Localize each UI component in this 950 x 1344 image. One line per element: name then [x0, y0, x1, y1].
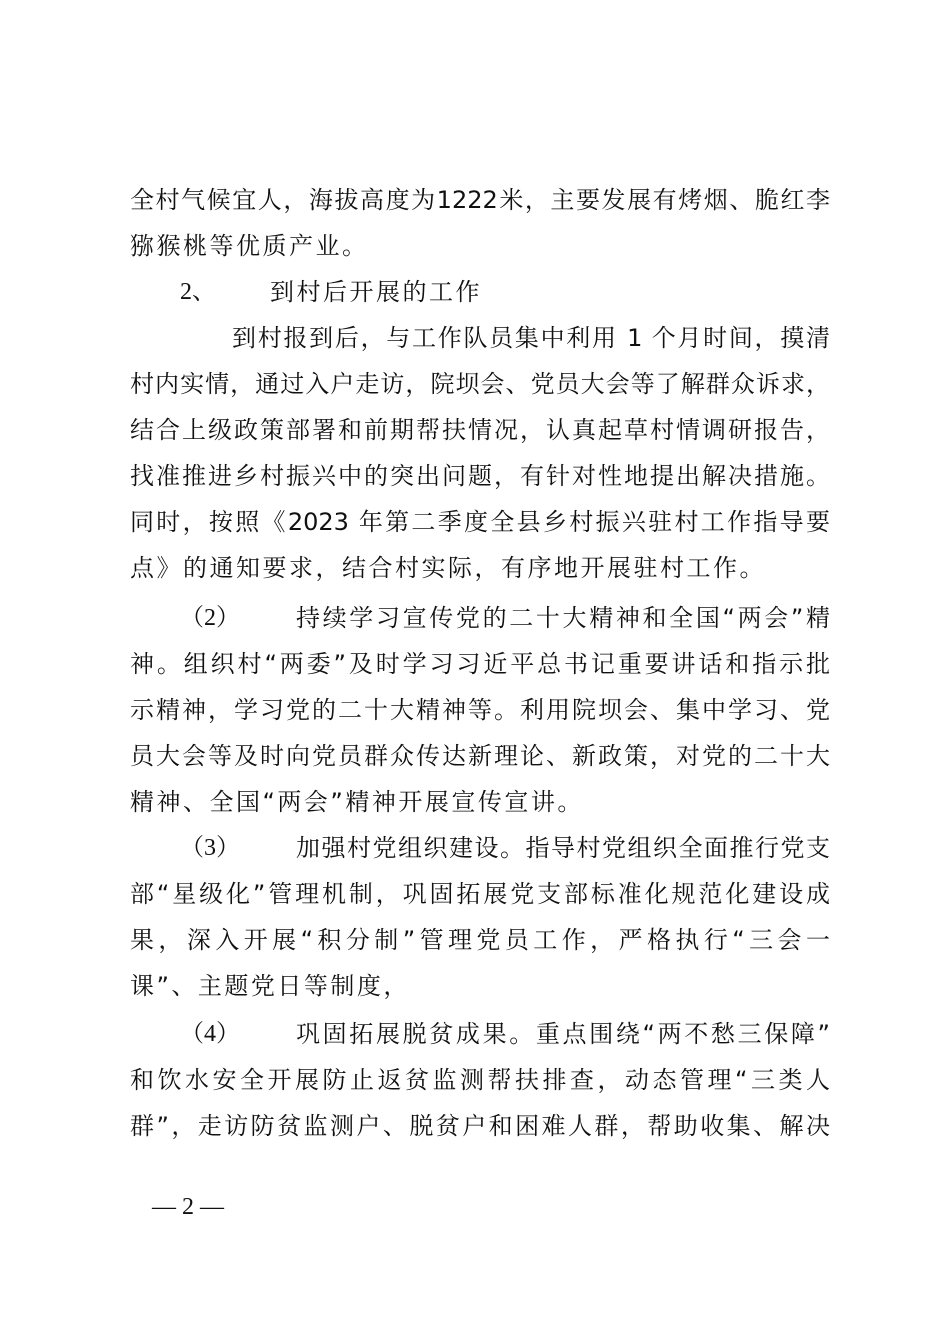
section-number: 2、 [180, 279, 216, 305]
paragraph-line: 村内实情，通过入户走访，院坝会、党员大会等了解群众诉求， [130, 370, 830, 398]
paragraph-line: 员大会等及时向党员群众传达新理论、新政策，对党的二十大 [130, 742, 830, 770]
item-lead: 加强村党组织建设。指导村党组织全面推行党支 [296, 834, 830, 862]
item-number: （2） [180, 605, 240, 631]
paragraph-line: 部“星级化”管理机制，巩固拓展党支部标准化规范化建设成 [130, 880, 830, 908]
paragraph-line: 找准推进乡村振兴中的突出问题，有针对性地提出解决措施。 [130, 462, 830, 490]
section-title: 到村后开展的工作 [270, 278, 482, 306]
paragraph-line: 结合上级政策部署和前期帮扶情况，认真起草村情调研报告， [130, 416, 830, 444]
paragraph-line: 猕猴桃等优质产业。 [130, 232, 369, 260]
paragraph-line: 和饮水安全开展防止返贫监测帮扶排查，动态管理“三类人 [130, 1066, 830, 1094]
paragraph-line: 到村报到后，与工作队员集中利用 1 个月时间，摸清 [232, 324, 830, 352]
paragraph-line: 神。组织村“两委”及时学习习近平总书记重要讲话和指示批 [130, 650, 830, 678]
item-lead: 持续学习宣传党的二十大精神和全国“两会”精 [296, 604, 830, 632]
item-number: （4） [180, 1021, 240, 1047]
item-number: （3） [180, 835, 240, 861]
paragraph-line: 示精神，学习党的二十大精神等。利用院坝会、集中学习、党 [130, 696, 830, 724]
paragraph-line: 精神、全国“两会”精神开展宣传宣讲。 [130, 788, 584, 816]
paragraph-line: 课”、主题党日等制度， [130, 972, 410, 1000]
paragraph-line: 点》的通知要求，结合村实际，有序地开展驻村工作。 [130, 554, 766, 582]
item-lead: 巩固拓展脱贫成果。重点围绕“两不愁三保障” [296, 1020, 830, 1048]
paragraph-line: 全村气候宜人，海拔高度为1222米，主要发展有烤烟、脆红李 [130, 186, 830, 214]
paragraph-line: 果，深入开展“积分制”管理党员工作，严格执行“三会一 [130, 926, 830, 954]
paragraph-line: 群”，走访防贫监测户、脱贫户和困难人群，帮助收集、解决 [130, 1112, 830, 1140]
paragraph-line: 同时，按照《2023 年第二季度全县乡村振兴驻村工作指导要 [130, 508, 830, 536]
page-number: — 2 — [152, 1194, 224, 1220]
